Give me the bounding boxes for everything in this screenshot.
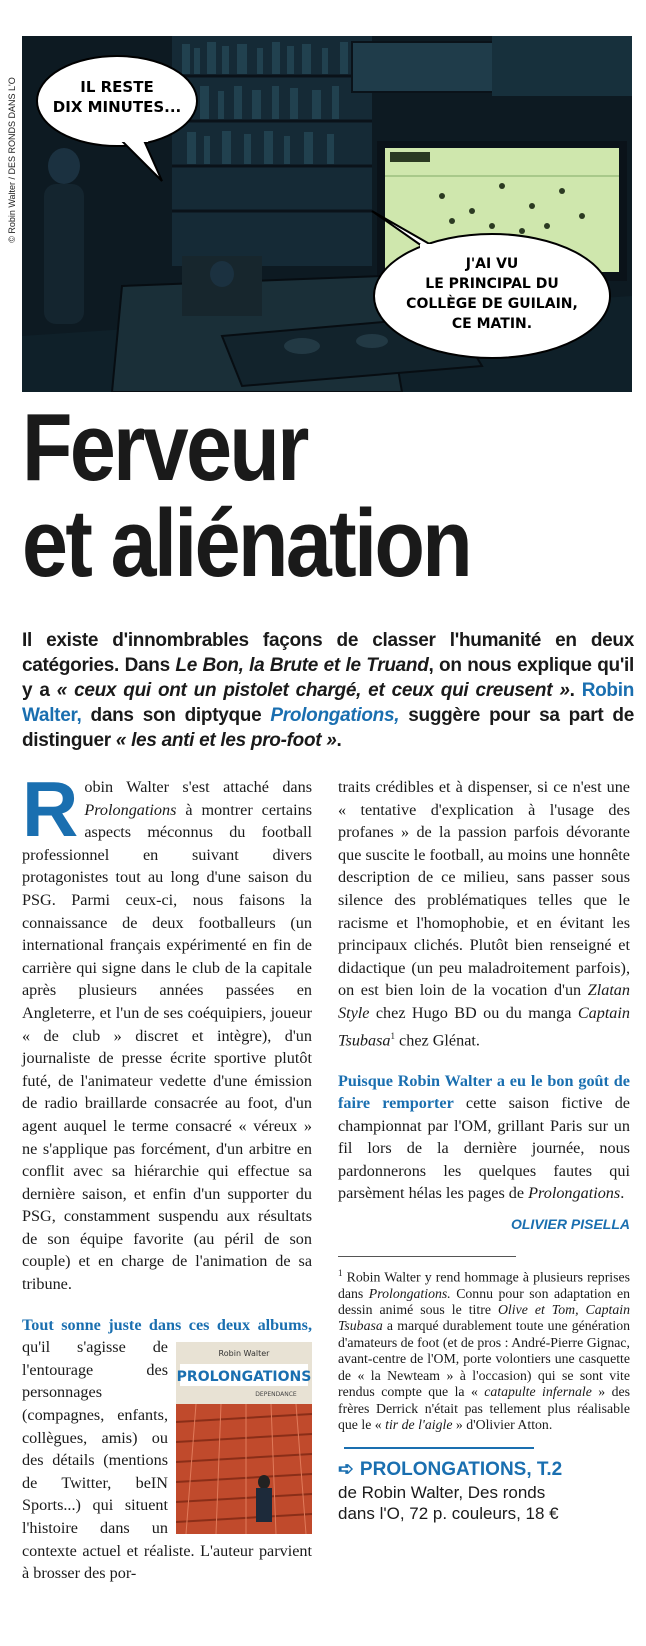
image-credit: © Robin Walter / DES RONDS DANS L'O bbox=[7, 77, 17, 243]
book-info-rule bbox=[344, 1447, 534, 1449]
book-info-title: ➪ PROLONGATIONS, T.2 bbox=[338, 1459, 563, 1481]
dropcap: R bbox=[22, 765, 79, 853]
lead-paragraph: Il existe d'innombrables façons de classer l'humanité en deux catégories. Dans Le Bon, la Brute et le Truand, on nous explique qu'il y a « ceux qui ont un pistolet chargé, et ceux qui creusent ». Robin Walter, dans son diptyque Prolongations, suggère pour sa part de distinguer « les anti et les pro-foot ». bbox=[22, 630, 635, 751]
bubble-bottom-line-2: LE PRINCIPAL DU bbox=[425, 276, 559, 292]
author-signature: OLIVIER PISELLA bbox=[510, 1216, 630, 1233]
body-paragraph-3: Puisque Robin Walter a eu le bon goût de faire remporter cette saison fictive de championnat par l'OM, grillant Paris sur un fil lors de la dernière journée, nous pardonnerons les quelques fautes qui parsèment hélas les pages de Prolongations. bbox=[338, 1071, 630, 1203]
arrow-icon: ➪ bbox=[338, 1459, 354, 1481]
lead-book: Prolongations, bbox=[270, 705, 400, 726]
lead-quote-1: « ceux qui ont un pistolet chargé, et ceux qui creusent » bbox=[56, 680, 570, 701]
body-column-left bbox=[22, 765, 312, 1585]
cover-title: PROLONGATIONS bbox=[176, 1369, 312, 1386]
footnote-rule bbox=[338, 1256, 516, 1257]
paragraph-3-heading: Puisque Robin Walter a eu le bon goût de faire remporter bbox=[338, 1071, 630, 1113]
book-info-line-2: dans l'O, 72 p. couleurs, 18 € bbox=[338, 1503, 559, 1523]
body-paragraph-1: Robin Walter s'est attaché dans Prolongations à montrer certains aspects méconnus du football professionnel en suivant divers protagonistes tout au long d'une saison du PSG. Parmi ceux-ci, nous faisons la connaissance de deux footballeurs (un international français expérimenté en fin de carrière qui signe dans le club de la capitale après plusieurs années passées en Angleterre, et l'un de ses coéquipiers, joueur « de club » discret et intègre), d'un journaliste de presse écrite sportive plutôt futé, de l'animateur vedette d'une émission de radio braillarde consacrée au foot, d'un agent auquel le terme consacré « véreux » ne s'applique pas forcément, d'un arbitre en conflit avec sa hiérarchie qui effectue sa dernière saison, et enfin d'un supporter du PSG, constamment suspendu aux résultats de son équipe favorite (au péril de son couple) et en charge de l'animation de sa tribune. bbox=[22, 765, 312, 1294]
lead-quote-2: « les anti et les pro-foot » bbox=[115, 730, 337, 751]
title-line-2: et aliénation bbox=[22, 490, 471, 597]
paragraph-2-heading: Tout sonne juste dans ces deux albums, bbox=[22, 1315, 312, 1334]
bubble-top-line-1: IL RESTE bbox=[80, 78, 154, 96]
zlatan-style-title: Zlatan Style bbox=[338, 981, 630, 1022]
bubble-bottom-line-3: COLLÈGE DE GUILAIN, bbox=[406, 296, 578, 312]
book-info-line-1: de Robin Walter, Des ronds bbox=[338, 1482, 546, 1502]
body-paragraph-2: Tout sonne juste dans ces deux albums, Robin Walter PROLONGATIONS DEPENDANCE qu'il s'agisse de l'entourage des personnages (compagnes, enfants, collègues, amis) ou des détails (mentions de Twitter, beIN Sports...) qui situent l'histoire dans un contexte actuel et réaliste. L'auteur parvient à brosser des por- bbox=[22, 1315, 312, 1583]
article-title bbox=[22, 394, 471, 597]
cover-subtitle: DEPENDANCE bbox=[255, 1391, 297, 1399]
book-cover bbox=[176, 1342, 312, 1534]
comic-illustration bbox=[22, 36, 632, 392]
bubble-bottom-line-1: J'AI VU bbox=[465, 256, 519, 272]
body-paragraph-2-continued: traits crédibles et à dispenser, si ce n'est une « tentative d'explication à l'usage des profanes » de la passion parfois dévorante que suscite le football, au moins une honnête description de ce milieu, sans passer sous silence des problématiques telles que le racisme et l'homophobie, et en évitant les principaux clichés. Plutôt bien renseigné et didactique (un peu maladroitement parfois), on est bien loin de la vocation d'un Zlatan Style chez Hugo BD ou du manga Captain Tsubasa$^1$ chez Glénat. bbox=[338, 778, 630, 1049]
lead-author: Robin Walter, bbox=[22, 680, 635, 726]
body-column-right bbox=[338, 776, 630, 1524]
bubble-bottom-line-4: CE MATIN. bbox=[451, 316, 533, 332]
title-line-1: Ferveur bbox=[22, 394, 307, 501]
bubble-top-line-2: DIX MINUTES... bbox=[52, 98, 182, 116]
footnote: $^1$ Robin Walter y rend hommage à plusieurs reprises dans Prolongations. Connu pour son adaptation en dessin animé sous le titre Olive et Tom, Captain Tsubasa a marqué durablement toute une génération d'amateurs de foot (et de pros : André-Pierre Gignac, avant-centre de l'OM, porte volontiers une casquette de « la Newteam » à l'occasion) qui se sont vite rendus compte que la « catapulte infernale » des frères Derrick n'était pas tellement plus réalisable que le « tir de l'aigle » d'Olivier Atton. bbox=[338, 1267, 630, 1432]
cover-author: Robin Walter bbox=[218, 1349, 270, 1359]
captain-tsubasa-title: Captain Tsubasa bbox=[338, 1003, 630, 1049]
lead-film-title: Le Bon, la Brute et le Truand bbox=[175, 655, 429, 676]
